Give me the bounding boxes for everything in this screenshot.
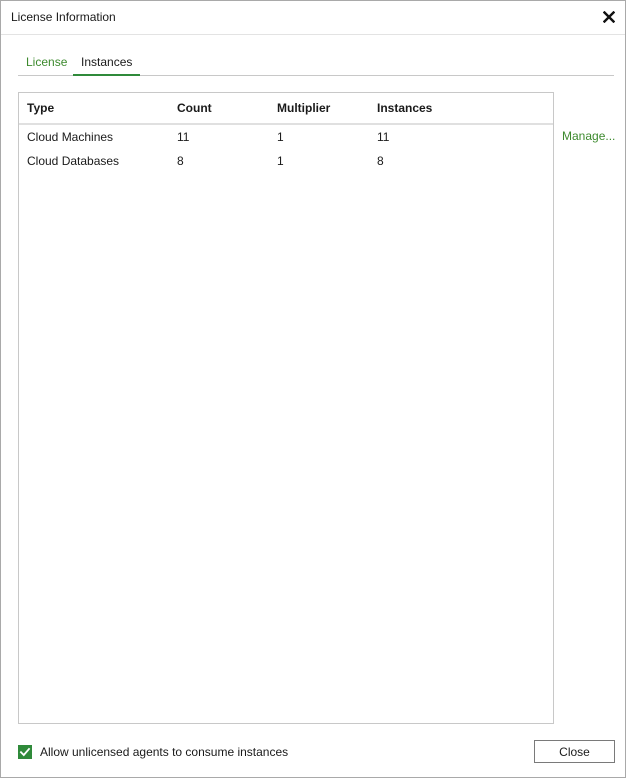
cell-type: Cloud Databases bbox=[27, 154, 120, 168]
table-header bbox=[19, 93, 553, 125]
dialog-title: License Information bbox=[11, 10, 116, 24]
cell-multiplier: 1 bbox=[277, 130, 284, 144]
table-row[interactable] bbox=[19, 125, 553, 149]
cell-count: 11 bbox=[177, 130, 190, 144]
column-header-multiplier[interactable]: Multiplier bbox=[277, 101, 331, 115]
cell-type: Cloud Machines bbox=[27, 130, 114, 144]
allow-unlicensed-label: Allow unlicensed agents to consume instances bbox=[40, 745, 289, 759]
checkmark-icon bbox=[19, 746, 31, 758]
cell-instances: 8 bbox=[377, 154, 384, 168]
tab-license[interactable]: License bbox=[26, 55, 68, 69]
allow-unlicensed-option[interactable] bbox=[18, 743, 288, 761]
close-button[interactable]: Close bbox=[534, 740, 615, 763]
column-header-instances[interactable]: Instances bbox=[377, 101, 433, 115]
cell-instances: 11 bbox=[377, 130, 390, 144]
column-header-count[interactable]: Count bbox=[177, 101, 212, 115]
column-header-type[interactable]: Type bbox=[27, 101, 55, 115]
tab-instances[interactable]: Instances bbox=[73, 53, 140, 76]
allow-unlicensed-checkbox[interactable] bbox=[18, 745, 32, 759]
close-icon[interactable] bbox=[599, 7, 619, 27]
manage-link[interactable]: Manage... bbox=[562, 129, 616, 143]
title-bar bbox=[1, 1, 625, 35]
tab-bar bbox=[18, 53, 614, 76]
cell-multiplier: 1 bbox=[277, 154, 284, 168]
cell-count: 8 bbox=[177, 154, 184, 168]
instances-table bbox=[18, 92, 554, 724]
table-row[interactable] bbox=[19, 149, 553, 173]
